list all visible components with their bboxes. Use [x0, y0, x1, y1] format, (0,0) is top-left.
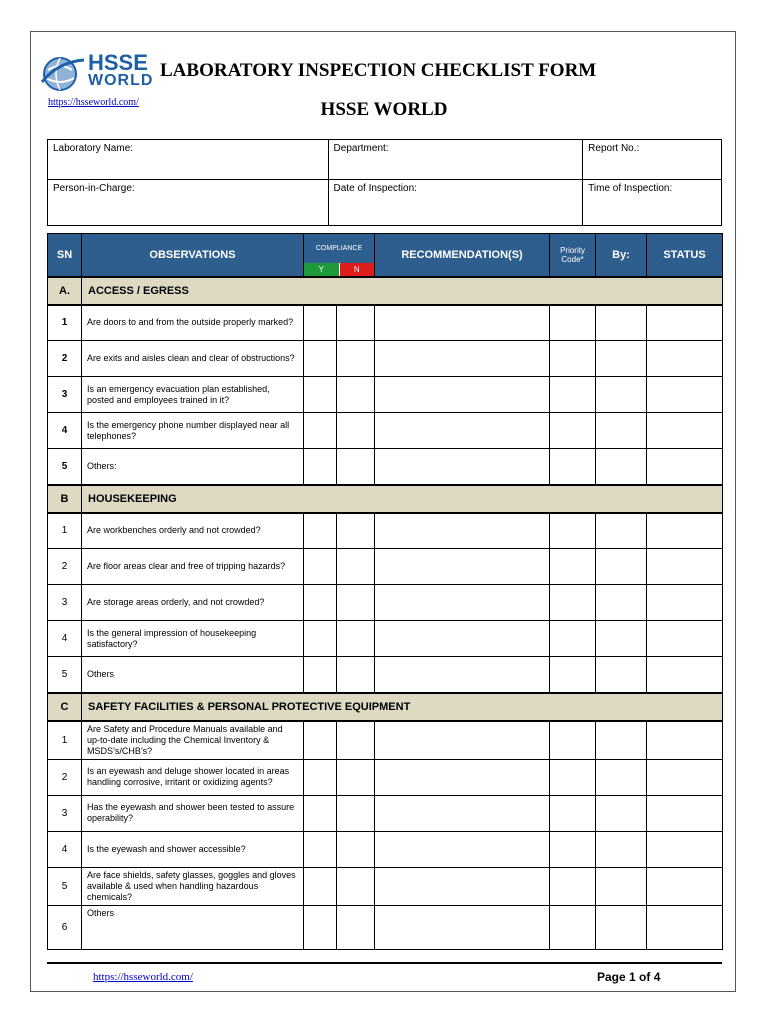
cell-yes[interactable] — [304, 305, 337, 341]
cell-recommendation[interactable] — [375, 513, 550, 549]
item-sn: 4 — [48, 621, 82, 657]
cell-yes[interactable] — [304, 449, 337, 485]
cell-by[interactable] — [596, 759, 647, 795]
cell-by[interactable] — [596, 377, 647, 413]
cell-priority[interactable] — [550, 657, 596, 693]
cell-status[interactable] — [647, 377, 723, 413]
item-sn: 3 — [48, 795, 82, 831]
table-row — [48, 413, 723, 449]
item-observation: Are storage areas orderly, and not crowded? — [82, 585, 304, 621]
header-by: By: — [596, 234, 647, 277]
item-sn: 4 — [48, 831, 82, 867]
cell-yes[interactable] — [304, 621, 337, 657]
cell-no[interactable] — [337, 657, 375, 693]
cell-by[interactable] — [596, 549, 647, 585]
cell-recommendation[interactable] — [375, 549, 550, 585]
table-row — [48, 905, 723, 949]
footer-link[interactable]: https://hsseworld.com/ — [93, 971, 193, 983]
cell-by[interactable] — [596, 795, 647, 831]
item-sn: 3 — [48, 585, 82, 621]
table-row — [48, 305, 723, 341]
time-of-inspection-field[interactable]: Time of Inspection: — [583, 180, 722, 226]
section-access-egress — [48, 277, 723, 305]
item-observation: Others — [82, 905, 304, 949]
section-safety-facilities — [48, 693, 723, 721]
cell-by[interactable] — [596, 449, 647, 485]
cell-by[interactable] — [596, 413, 647, 449]
cell-by[interactable] — [596, 831, 647, 867]
item-observation: Are doors to and from the outside properly marked? — [82, 305, 304, 341]
page-of: of — [635, 970, 654, 984]
item-sn: 3 — [48, 377, 82, 413]
table-row — [48, 831, 723, 867]
cell-recommendation[interactable] — [375, 759, 550, 795]
cell-recommendation[interactable] — [375, 585, 550, 621]
cell-recommendation[interactable] — [375, 657, 550, 693]
cell-status[interactable] — [647, 449, 723, 485]
cell-priority[interactable] — [550, 867, 596, 905]
item-sn: 5 — [48, 657, 82, 693]
cell-yes[interactable] — [304, 513, 337, 549]
cell-priority[interactable] — [550, 905, 596, 949]
header-priority-code: Priority Code* — [550, 234, 596, 277]
cell-no[interactable] — [337, 513, 375, 549]
cell-recommendation[interactable] — [375, 721, 550, 760]
cell-yes[interactable] — [304, 759, 337, 795]
cell-recommendation[interactable] — [375, 831, 550, 867]
cell-status[interactable] — [647, 759, 723, 795]
section-title: ACCESS / EGRESS — [82, 277, 723, 305]
globe-icon — [40, 52, 84, 96]
cell-priority[interactable] — [550, 513, 596, 549]
checklist-table — [47, 233, 723, 950]
cell-status[interactable] — [647, 549, 723, 585]
item-observation: Is the emergency phone number displayed near all telephones? — [82, 413, 304, 449]
cell-by[interactable] — [596, 867, 647, 905]
cell-no[interactable] — [337, 721, 375, 760]
table-row — [48, 449, 723, 485]
section-title: HOUSEKEEPING — [82, 485, 723, 513]
lab-name-field[interactable]: Laboratory Name: — [48, 140, 329, 180]
header-observations: OBSERVATIONS — [82, 234, 304, 277]
cell-recommendation[interactable] — [375, 905, 550, 949]
cell-yes[interactable] — [304, 341, 337, 377]
cell-priority[interactable] — [550, 341, 596, 377]
cell-priority[interactable] — [550, 585, 596, 621]
info-table — [47, 139, 722, 226]
cell-yes[interactable] — [304, 831, 337, 867]
section-housekeeping — [48, 485, 723, 513]
section-sn: C — [48, 693, 82, 721]
compliance-yes: Y — [304, 263, 339, 276]
cell-recommendation[interactable] — [375, 377, 550, 413]
item-sn: 2 — [48, 759, 82, 795]
cell-no[interactable] — [337, 795, 375, 831]
department-field[interactable]: Department: — [328, 140, 583, 180]
cell-status[interactable] — [647, 621, 723, 657]
item-sn: 1 — [48, 305, 82, 341]
cell-yes[interactable] — [304, 867, 337, 905]
cell-recommendation[interactable] — [375, 341, 550, 377]
logo-world-text: WORLD — [88, 72, 154, 89]
item-observation: Are floor areas clear and free of tripping hazards? — [82, 549, 304, 585]
item-observation: Is the general impression of housekeeping satisfactory? — [82, 621, 304, 657]
table-row — [48, 657, 723, 693]
cell-no[interactable] — [337, 585, 375, 621]
cell-priority[interactable] — [550, 305, 596, 341]
cell-no[interactable] — [337, 341, 375, 377]
cell-yes[interactable] — [304, 657, 337, 693]
item-observation: Others: — [82, 449, 304, 485]
item-observation: Has the eyewash and shower been tested to assure operability? — [82, 795, 304, 831]
compliance-no: N — [339, 263, 375, 276]
cell-yes[interactable] — [304, 413, 337, 449]
cell-recommendation[interactable] — [375, 867, 550, 905]
cell-by[interactable] — [596, 513, 647, 549]
item-observation: Are face shields, safety glasses, goggles and gloves available & used when handling hazardous chemicals? — [82, 867, 304, 905]
item-observation: Others — [82, 657, 304, 693]
header-sn: SN — [48, 234, 82, 277]
table-row — [48, 721, 723, 760]
item-sn: 4 — [48, 413, 82, 449]
table-row — [48, 867, 723, 905]
footer-divider — [47, 962, 722, 964]
cell-no[interactable] — [337, 905, 375, 949]
cell-yes[interactable] — [304, 721, 337, 760]
cell-recommendation[interactable] — [375, 795, 550, 831]
cell-recommendation[interactable] — [375, 305, 550, 341]
item-sn: 2 — [48, 549, 82, 585]
cell-yes[interactable] — [304, 905, 337, 949]
cell-yes[interactable] — [304, 585, 337, 621]
cell-priority[interactable] — [550, 413, 596, 449]
cell-priority[interactable] — [550, 831, 596, 867]
cell-status[interactable] — [647, 721, 723, 760]
cell-by[interactable] — [596, 721, 647, 760]
header-compliance — [304, 234, 375, 277]
section-sn: A. — [48, 277, 82, 305]
item-sn: 2 — [48, 341, 82, 377]
report-no-field[interactable]: Report No.: — [583, 140, 722, 180]
cell-no[interactable] — [337, 413, 375, 449]
table-row — [48, 513, 723, 549]
cell-status[interactable] — [647, 795, 723, 831]
header-recommendation: RECOMMENDATION(S) — [375, 234, 550, 277]
cell-yes[interactable] — [304, 549, 337, 585]
item-observation: Are exits and aisles clean and clear of obstructions? — [82, 341, 304, 377]
item-observation: Are Safety and Procedure Manuals available and up-to-date including the Chemical Inventory & MSDS’s/CHB’s? — [82, 721, 304, 760]
table-row — [48, 759, 723, 795]
item-observation: Is an eyewash and deluge shower located in areas handling corrosive, irritant or oxidizing agents? — [82, 759, 304, 795]
table-row — [48, 549, 723, 585]
cell-priority[interactable] — [550, 795, 596, 831]
hsse-world-logo — [40, 52, 152, 96]
item-sn: 5 — [48, 867, 82, 905]
cell-recommendation[interactable] — [375, 413, 550, 449]
cell-by[interactable] — [596, 905, 647, 949]
cell-recommendation[interactable] — [375, 621, 550, 657]
cell-status[interactable] — [647, 513, 723, 549]
logo-hsse-text: HSSE — [88, 50, 148, 75]
person-in-charge-field[interactable]: Person-in-Charge: — [48, 180, 329, 226]
item-observation: Is an emergency evacuation plan established, posted and employees trained in it? — [82, 377, 304, 413]
cell-status[interactable] — [647, 867, 723, 905]
cell-no[interactable] — [337, 549, 375, 585]
cell-no[interactable] — [337, 867, 375, 905]
cell-by[interactable] — [596, 305, 647, 341]
cell-by[interactable] — [596, 657, 647, 693]
section-title: SAFETY FACILITIES & PERSONAL PROTECTIVE EQUIPMENT — [82, 693, 723, 721]
cell-no[interactable] — [337, 305, 375, 341]
table-row — [48, 621, 723, 657]
cell-status[interactable] — [647, 657, 723, 693]
cell-no[interactable] — [337, 621, 375, 657]
item-sn: 1 — [48, 721, 82, 760]
item-sn: 5 — [48, 449, 82, 485]
cell-no[interactable] — [337, 831, 375, 867]
cell-by[interactable] — [596, 341, 647, 377]
page-total: 4 — [653, 970, 661, 984]
cell-no[interactable] — [337, 449, 375, 485]
table-row — [48, 795, 723, 831]
page-number — [597, 970, 660, 984]
cell-priority[interactable] — [550, 759, 596, 795]
cell-recommendation[interactable] — [375, 449, 550, 485]
document-title: LABORATORY INSPECTION CHECKLIST FORM — [160, 60, 597, 81]
page-prefix: Page — [597, 970, 630, 984]
subtitle-text: HSSE WORLD — [320, 99, 448, 120]
table-row — [48, 341, 723, 377]
date-of-inspection-field[interactable]: Date of Inspection: — [328, 180, 583, 226]
cell-priority[interactable] — [550, 449, 596, 485]
cell-yes[interactable] — [304, 795, 337, 831]
cell-status[interactable] — [647, 305, 723, 341]
item-sn: 1 — [48, 513, 82, 549]
table-row — [48, 585, 723, 621]
header-status: STATUS — [647, 234, 723, 277]
cell-priority[interactable] — [550, 549, 596, 585]
table-row — [48, 377, 723, 413]
cell-no[interactable] — [337, 377, 375, 413]
header-link[interactable]: https://hsseworld.com/ — [48, 97, 139, 108]
cell-status[interactable] — [647, 585, 723, 621]
cell-status[interactable] — [647, 341, 723, 377]
cell-priority[interactable] — [550, 377, 596, 413]
cell-by[interactable] — [596, 585, 647, 621]
cell-yes[interactable] — [304, 377, 337, 413]
cell-status[interactable] — [647, 413, 723, 449]
compliance-label: COMPLIANCE — [315, 244, 363, 252]
section-sn: B — [48, 485, 82, 513]
item-sn: 6 — [48, 905, 82, 949]
item-observation: Is the eyewash and shower accessible? — [82, 831, 304, 867]
cell-no[interactable] — [337, 759, 375, 795]
cell-priority[interactable] — [550, 621, 596, 657]
cell-by[interactable] — [596, 621, 647, 657]
item-observation: Are workbenches orderly and not crowded? — [82, 513, 304, 549]
cell-status[interactable] — [647, 831, 723, 867]
cell-priority[interactable] — [550, 721, 596, 760]
page-current: 1 — [629, 970, 636, 984]
cell-status[interactable] — [647, 905, 723, 949]
